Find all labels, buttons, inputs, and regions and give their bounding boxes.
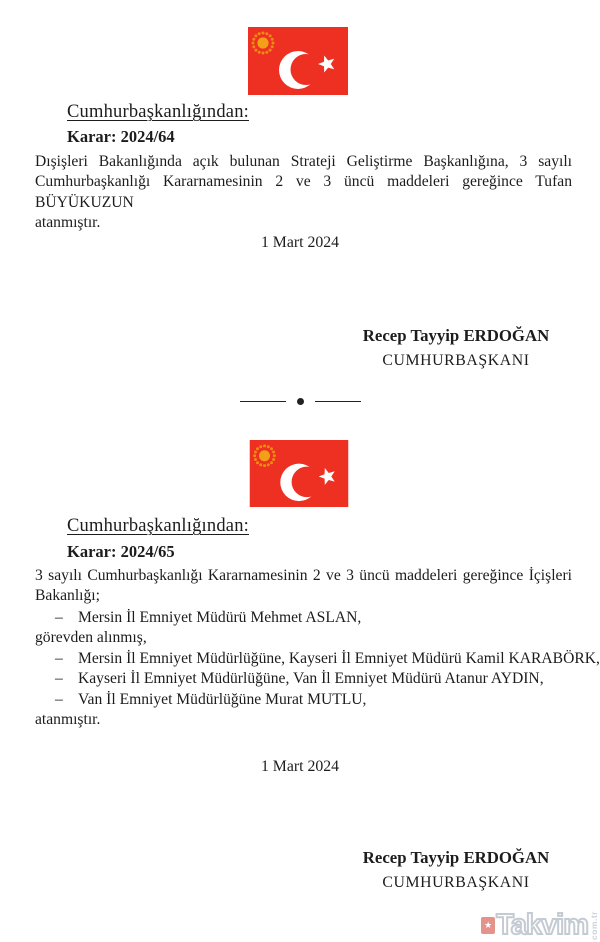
decree-date: 1 Mart 2024 [260,234,340,251]
list-dash: – [55,690,63,708]
appointment-list-item [35,608,572,628]
signature-block [330,325,582,370]
decree-number: Karar: 2024/64 [67,127,175,146]
list-item-text: Mersin İl Emniyet Müdürlüğüne, Kayseri İl Emniyet Müdürü Kamil KARABÖRK, [78,649,600,667]
list-item-text: Van İl Emniyet Müdürlüğüne Murat MUTLU, [78,690,367,708]
signature-name: Recep Tayyip ERDOĞAN [362,848,550,867]
closing-text: atanmıştır. [35,711,101,729]
list-dash: – [55,670,63,688]
divider-dot [297,398,304,405]
appointment-list [35,608,600,730]
body-line: 3 sayılı Cumhurbaşkanlığı Kararnamesinin 2 ve 3 üncü maddeleri gereğince İçişleri [35,567,572,584]
body-line: Bakanlığı; [35,587,100,605]
signature-name: Recep Tayyip ERDOĞAN [362,326,550,345]
body-line: Dışişleri Bakanlığında açık bulunan Strateji Geliştirme Başkanlığına, 3 sayılı [35,153,572,170]
body-line: atanmıştır. [35,214,101,232]
decree-body-text [35,152,572,234]
star-icon: ★ [484,920,493,930]
appointment-list-item [35,649,600,669]
signature-title: CUMHURBAŞKANI [382,874,530,891]
section-divider [0,396,600,406]
takvim-logo-flag-icon [481,917,495,934]
takvim-watermark [481,911,599,940]
list-dash: – [55,649,63,667]
takvim-brand-text: Takvim [496,909,588,941]
decree-intro-text [35,566,572,607]
divider-line [315,401,361,402]
removed-note: görevden alınmış, [35,629,147,647]
takvim-domain-text: com.tr [589,911,599,940]
decree-date: 1 Mart 2024 [260,758,340,775]
appointment-list-item [35,669,572,689]
body-line: Cumhurbaşkanlığı Kararnamesinin 2 ve 3 üncü maddeleri gereğince Tufan BÜYÜKUZUN [35,173,572,211]
signature-title: CUMHURBAŞKANI [382,352,530,369]
decree-source-heading: Cumhurbaşkanlığından: [67,516,249,536]
decree-number: Karar: 2024/65 [67,542,175,561]
signature-block [330,847,582,892]
list-dash: – [55,609,63,626]
turkish-flag [248,27,348,95]
appointment-list-item [35,690,572,710]
divider-line [240,401,286,402]
list-item-text: Mersin İl Emniyet Müdürü Mehmet ASLAN, [78,609,362,626]
turkish-flag [248,440,350,507]
decree-source-heading: Cumhurbaşkanlığından: [67,102,249,122]
list-item-text: Kayseri İl Emniyet Müdürlüğüne, Van İl Emniyet Müdürü Atanur AYDIN, [78,670,544,688]
